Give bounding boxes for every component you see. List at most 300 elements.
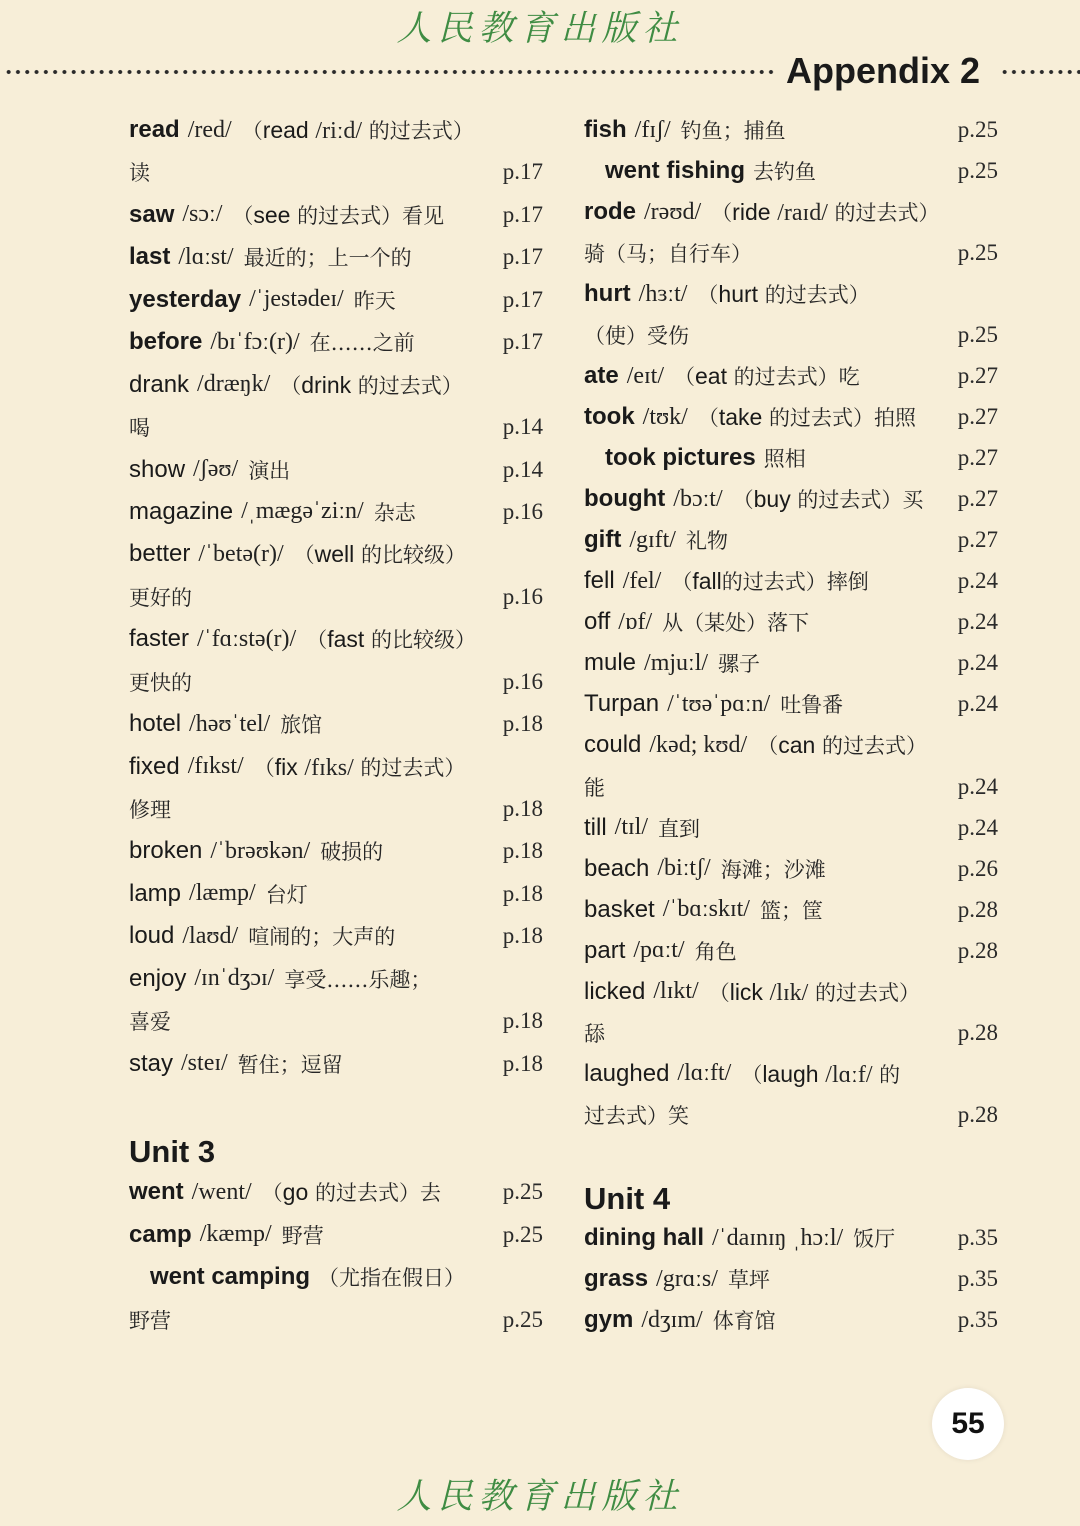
meaning-segment: /riːd/ [315,118,363,145]
vocab-word: gift [584,526,622,554]
vocab-meaning [318,1262,465,1292]
vocab-page-ref: p.14 [502,414,543,440]
unit-vocab-list [129,1171,543,1341]
publisher-logo-footer: 人民教育出版社 [396,1477,684,1517]
meaning-segment: （ [306,628,328,653]
vocab-page-ref: p.17 [502,159,543,185]
vocab-meaning [698,402,916,432]
vocab-word: stay [129,1049,174,1077]
meaning-segment: 野营 [281,1223,324,1248]
vocab-entry [584,602,998,643]
vocab-phonetic: /bɪˈfɔː(r)/ [210,328,300,355]
meaning-segment: 吐鲁番 [780,693,844,718]
meaning-segment: （ [253,755,275,780]
meaning-segment: well [314,541,355,568]
vocab-meaning [244,242,412,272]
meaning-segment: 破损的 [320,840,384,865]
vocab-meaning [681,115,786,145]
vocab-word: before [129,328,203,356]
vocab-page-ref: p.18 [502,711,543,737]
meaning-segment: （使）受伤 [584,324,689,349]
vocab-word: off [584,608,611,636]
vocab-phonetic: /ɒf/ [618,608,653,635]
vocab-phonetic: /kæmp/ [199,1221,272,1248]
meaning-segment: read [262,117,309,144]
vocab-page-ref: p.17 [502,244,543,270]
unit-heading: Unit 3 [129,1134,216,1169]
meaning-segment: go [282,1179,309,1206]
vocab-entry [584,274,998,315]
vocab-phonetic: /ˈbɑːskɪt/ [662,896,750,923]
meaning-segment: 的过去式） [758,283,870,308]
vocab-word: bought [584,485,666,513]
vocab-page-ref: p.27 [957,404,998,430]
meaning-segment: 草坪 [727,1268,770,1293]
vocab-entry [584,643,998,684]
vocab-word: ate [584,362,619,390]
meaning-segment [763,981,770,1005]
vocab-word: better [129,540,191,568]
vocab-page-ref: p.25 [957,117,998,143]
meaning-segment: /lɪk/ [769,979,809,1006]
vocab-page-ref: p.24 [957,691,998,717]
vocab-page-ref: p.25 [957,240,998,266]
vocab-word: fixed [129,752,180,780]
vocab-entry-continuation [584,1094,998,1135]
vocab-word: lamp [129,879,182,907]
vocab-phonetic: /laʊd/ [182,922,239,949]
vocab-meaning [718,648,760,678]
vocab-meaning [242,115,474,145]
vocab-meaning [674,361,860,391]
vocab-phonetic: /grɑːs/ [656,1265,718,1292]
vocab-meaning [853,1223,895,1253]
vocab-page-ref: p.17 [502,286,543,312]
meaning-segment: （尤指在假日） [318,1266,466,1291]
vocab-meaning [780,689,843,719]
meaning-segment: laugh [762,1060,819,1087]
vocab-meaning [709,977,920,1007]
page-number-badge: 55 [932,1388,1004,1460]
meaning-segment: 骑（马；自行车） [584,242,752,267]
meaning-segment: 的过去式） [353,755,466,780]
vocab-page-ref: p.27 [957,445,998,471]
vocab-page-ref: p.28 [957,937,998,963]
vocab-meaning [753,156,816,186]
vocab-meaning [584,772,605,802]
vocab-phonetic: /tɪl/ [614,814,649,841]
vocab-phonetic: /gɪft/ [629,526,676,553]
left-unit-section [129,1132,543,1341]
vocab-page-ref: p.24 [957,568,998,594]
vocab-page-ref: p.25 [502,1179,543,1205]
vocab-entry [584,930,998,971]
meaning-segment: （ [757,734,779,759]
vocab-phonetic: /ɪnˈdʒɔɪ/ [194,965,275,992]
header-dotted-rule-right [1000,68,1080,76]
vocab-page-ref: p.18 [502,838,543,864]
vocab-meaning [671,566,868,596]
meaning-segment: 的过去式）吃 [727,365,860,390]
vocab-meaning [711,197,939,227]
vocab-meaning [254,752,466,782]
vocab-word: faster [129,625,190,653]
meaning-segment: （ [293,543,315,568]
vocab-meaning [697,279,869,309]
meaning-segment: 读 [129,161,150,186]
vocab-page-ref: p.17 [502,329,543,355]
vocab-word: broken [129,837,203,865]
vocab-entry [129,1042,543,1084]
vocab-entry [584,110,998,151]
vocab-entry [129,830,543,872]
vocab-entry [584,438,998,479]
vocab-meaning [728,1264,770,1294]
vocab-meaning [129,1305,171,1335]
vocab-entry [584,397,998,438]
meaning-segment: 更快的 [129,670,192,695]
meaning-segment: 钓鱼；捕鱼 [680,119,786,144]
vocab-word: hotel [129,710,182,738]
vocab-meaning [354,285,396,315]
vocab-word: camp [129,1220,192,1248]
vocab-entry [129,745,543,787]
meaning-segment: 的过去式）买 [790,488,924,513]
meaning-segment: 篮；筐 [759,898,823,923]
vocab-meaning [129,412,150,442]
vocab-meaning [695,936,737,966]
vocab-word: read [129,116,180,144]
meaning-segment: （ [697,283,719,308]
vocab-word: beach [584,854,650,882]
vocab-phonetic: /ˈjestədeɪ/ [249,286,344,313]
vocab-meaning [129,794,171,824]
vocab-word: yesterday [129,285,242,313]
vocab-meaning [713,1305,776,1335]
vocab-meaning [294,539,466,569]
vocab-entry [584,1218,998,1259]
vocab-phonetic: /kəd; kʊd/ [649,731,748,758]
vocab-entry [129,363,543,405]
vocab-entry [584,889,998,930]
vocab-phonetic: /ˈdaɪnɪŋ ˌhɔːl/ [712,1224,844,1251]
vocab-word: took [584,403,635,431]
vocab-page-ref: p.27 [957,527,998,553]
vocab-meaning [306,624,476,654]
meaning-segment: 的 [872,1062,901,1087]
vocab-entry [129,958,543,1000]
vocab-word: could [584,731,642,759]
vocab-word: grass [584,1265,649,1293]
vocab-meaning [280,709,322,739]
vocab-meaning [282,1220,324,1250]
meaning-segment: （ [241,119,263,144]
vocab-phonetic: /həʊˈtel/ [189,710,271,737]
meaning-segment: 喜爱 [129,1010,171,1035]
meaning-segment: 的过去式）拍照 [762,406,917,431]
vocab-meaning [658,813,700,843]
meaning-segment: （ [732,488,754,513]
vocab-meaning [266,879,308,909]
meaning-segment: 饭厅 [853,1227,896,1252]
vocab-entry [584,561,998,602]
vocab-meaning [760,895,823,925]
vocab-entry [584,1259,998,1300]
vocab-phonetic: /sɔː/ [182,201,223,228]
vocab-entry [584,725,998,766]
vocab-page-ref: p.35 [957,1266,998,1292]
meaning-segment: 的过去式） [351,373,463,398]
unit-vocab-list [584,1218,998,1341]
vocab-word: loud [129,922,175,950]
vocab-phonetic: /ˈfɑːstə(r)/ [197,625,297,652]
right-vocab-column [584,110,998,1136]
vocab-word: rode [584,198,637,226]
vocab-word: went [129,1178,184,1206]
vocab-phonetic: /pɑːt/ [633,937,685,964]
vocab-meaning [686,525,728,555]
vocab-phrase: went fishing [605,157,745,185]
vocab-word: drank [129,370,190,398]
meaning-segment: 暂住；逗留 [237,1052,343,1077]
meaning-segment: buy [753,486,791,513]
meaning-segment: 礼物 [685,529,728,554]
vocab-entry-continuation [584,1012,998,1053]
meaning-segment: drink [301,371,352,398]
meaning-segment: /fɪks/ [304,754,354,781]
vocab-page-ref: p.18 [502,796,543,822]
vocab-entry [129,1213,543,1255]
meaning-segment: /raɪd/ [777,200,828,227]
appendix-title: Appendix 2 [786,50,981,91]
vocab-page-ref: p.24 [957,773,998,799]
meaning-segment: 的过去式） [362,119,474,144]
vocab-phonetic: /eɪt/ [626,362,665,389]
vocab-entry [129,448,543,490]
unit-heading: Unit 4 [584,1180,671,1216]
vocab-entry [584,356,998,397]
vocab-phrase: went camping [150,1263,311,1291]
vocab-meaning [662,607,809,637]
vocab-phonetic: /red/ [187,116,232,143]
vocab-page-ref: p.16 [502,583,543,609]
vocab-page-ref: p.17 [502,201,543,227]
vocab-meaning [129,1006,171,1036]
meaning-segment: can [778,732,816,759]
meaning-segment: /lɑːf/ [825,1061,873,1088]
vocab-word: hurt [584,280,631,308]
meaning-segment: 演出 [248,458,291,483]
vocab-phonetic: /lɑːst/ [178,243,234,270]
vocab-word: licked [584,977,646,1005]
meaning-segment: 杂志 [373,500,416,525]
vocab-page-ref: p.18 [502,1050,543,1076]
meaning-segment: （ [280,373,302,398]
vocab-entry [129,1171,543,1213]
vocab-meaning [584,238,752,268]
vocab-entry-continuation [129,406,543,448]
meaning-segment: 最近的；上一个的 [243,246,412,271]
vocab-word: till [584,813,607,841]
vocab-phonetic: /læmp/ [189,880,256,907]
vocab-entry [584,479,998,520]
vocab-page-ref: p.25 [957,158,998,184]
vocab-entry [129,703,543,745]
vocab-entry-continuation [584,315,998,356]
vocab-entry [129,236,543,278]
meaning-segment: （ [708,980,730,1005]
meaning-segment: 的比较级） [354,543,466,568]
meaning-segment: 去钓鱼 [753,160,816,185]
vocab-entry [129,321,543,363]
meaning-segment: （ [674,365,696,390]
meaning-segment: 的过去式） [808,980,920,1005]
vocab-page-ref: p.27 [957,363,998,389]
vocab-entry [129,1256,543,1298]
vocab-page-ref: p.24 [957,609,998,635]
vocab-phonetic: /went/ [191,1178,252,1205]
meaning-segment: 喝 [129,416,150,441]
vocab-page-ref: p.25 [502,1221,543,1247]
vocab-phonetic: /lɑːft/ [677,1060,732,1087]
vocab-page-ref: p.35 [957,1225,998,1251]
vocab-phonetic: /fɪkst/ [187,753,244,780]
vocab-page-ref: p.18 [502,923,543,949]
vocab-page-ref: p.18 [502,880,543,906]
meaning-segment: 体育馆 [712,1309,776,1334]
vocab-page-ref: p.25 [502,1306,543,1332]
vocab-meaning [584,1018,605,1048]
vocab-meaning [232,200,444,230]
meaning-segment: 角色 [694,939,737,964]
meaning-segment: 的过去式） [827,201,940,226]
vocab-page-ref: p.25 [957,322,998,348]
meaning-segment: （ [741,1062,763,1087]
vocab-entry [584,971,998,1012]
vocab-phonetic: /mjuːl/ [644,649,709,676]
vocab-meaning [764,443,806,473]
vocab-meaning [374,497,416,527]
vocab-meaning [284,964,431,994]
vocab-phrase: took pictures [605,444,756,472]
header-dotted-rule-left [4,68,776,76]
vocab-page-ref: p.35 [957,1307,998,1333]
vocab-word: show [129,455,186,483]
vocab-word: laughed [584,1059,670,1087]
meaning-segment: 的过去式） [815,734,927,759]
meaning-segment: （ [671,570,693,595]
vocab-entry-continuation [129,151,543,193]
meaning-segment: 旅馆 [280,713,323,738]
meaning-segment: take [718,404,763,431]
meaning-segment: 骡子 [718,652,761,677]
meaning-segment: 能 [584,775,605,800]
meaning-segment: （ [232,203,254,228]
vocab-entry [129,915,543,957]
vocab-meaning [262,1177,441,1207]
vocab-entry-continuation [129,788,543,830]
vocab-page-ref: p.18 [502,1008,543,1034]
vocab-meaning [129,582,192,612]
meaning-segment: 在……之前 [309,331,415,356]
vocab-entry [129,109,543,151]
meaning-segment: 台灯 [265,882,308,907]
vocab-meaning [757,730,927,760]
vocab-word: saw [129,200,175,228]
meaning-segment: 的过去式）摔倒 [721,570,869,595]
vocab-entry [584,151,998,192]
meaning-segment: 享受……乐趣； [284,967,432,992]
meaning-segment: eat [695,363,727,390]
vocab-page-ref: p.28 [957,1101,998,1127]
vocab-word: basket [584,895,655,923]
vocab-word: fish [584,116,627,144]
vocab-phonetic: /ˌmægəˈziːn/ [241,498,364,525]
vocab-word: gym [584,1306,634,1334]
vocab-meaning [280,370,463,400]
vocab-word: fell [584,567,615,595]
vocab-meaning [248,455,290,485]
meaning-segment: 从（某处）落下 [662,611,810,636]
vocab-page-ref: p.24 [957,814,998,840]
vocab-entry-continuation [584,233,998,274]
meaning-segment: 修理 [129,798,171,823]
meaning-segment: （ [261,1181,283,1206]
vocab-phonetic: /bɔːt/ [673,485,723,512]
left-vocab-column [129,109,543,1085]
vocab-meaning [310,327,415,357]
meaning-segment: fast [327,626,365,653]
vocab-entry-continuation [129,576,543,618]
vocab-entry-continuation [584,766,998,807]
meaning-segment: 舔 [584,1021,605,1046]
vocab-phonetic: /biːtʃ/ [657,855,711,882]
vocab-phonetic: /fel/ [622,567,662,594]
vocab-meaning [129,667,192,697]
vocab-word: Turpan [584,690,660,718]
vocab-entry [584,684,998,725]
meaning-segment: 更好的 [129,585,192,610]
vocab-entry [129,279,543,321]
vocab-phonetic: /ʃəʊ/ [193,456,239,483]
vocab-meaning [584,320,689,350]
vocab-phonetic: /dræŋk/ [197,371,271,398]
vocab-meaning [721,854,826,884]
vocab-entry [584,848,998,889]
meaning-segment: （ [697,406,719,431]
vocab-entry-continuation [129,1000,543,1042]
meaning-segment: fall [692,568,722,595]
vocab-phonetic: /ˈtʊəˈpɑːn/ [667,690,771,717]
publisher-logo-header: 人民教育出版社 [396,9,684,49]
meaning-segment: fix [274,753,298,780]
vocab-entry [129,194,543,236]
vocab-meaning [129,157,150,187]
vocab-meaning [741,1059,900,1089]
vocab-entry [584,520,998,561]
vocab-phonetic: /lɪkt/ [653,978,699,1005]
vocab-meaning [238,1049,343,1079]
meaning-segment: see [253,201,291,228]
vocab-phonetic: /ˈbrəʊkən/ [210,837,311,864]
meaning-segment: 野营 [129,1308,171,1333]
vocab-word: last [129,243,171,271]
meaning-segment: ride [732,199,771,226]
meaning-segment: 昨天 [353,288,396,313]
vocab-phonetic: /tʊk/ [642,403,688,430]
vocab-word: magazine [129,497,234,525]
meaning-segment: 的比较级） [364,628,476,653]
